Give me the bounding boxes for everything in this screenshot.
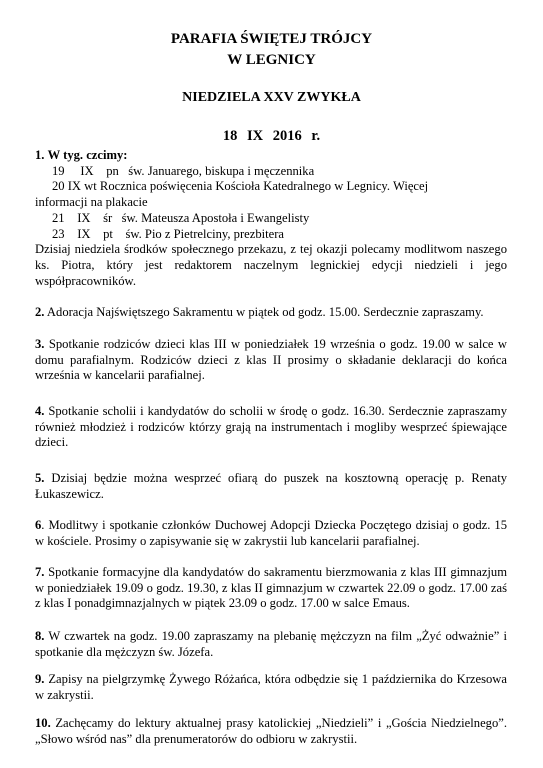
- item-number: 3.: [35, 337, 45, 351]
- announcement-10: [35, 716, 507, 747]
- sunday-title: NIEDZIELA XXV ZWYKŁA: [182, 90, 361, 105]
- item-number: 6: [35, 518, 42, 532]
- feast-line: 21 IX śr św. Mateusza Apostoła i Ewangelisty: [52, 210, 310, 225]
- feast-line: 23 IX pt św. Pio z Pietrelciny, prezbitera: [52, 226, 284, 241]
- item-text: W czwartek na godz. 19.00 zapraszamy na plebanię mężczyzn na film „Żyć odważnie” i spotkanie dla mężczyzn św. Józefa.: [35, 629, 508, 659]
- announcement-3: [35, 337, 507, 384]
- item-text: Zachęcamy do lektury aktualnej prasy katolickiej „Niedzieli” i „Gościa Niedzielnego”. „Słowo wśród nas” dla prenumeratorów do odbioru w zakrystii.: [35, 716, 507, 746]
- announcement-7: [35, 565, 507, 612]
- feast-line-cont: informacji na plakacie: [35, 195, 148, 210]
- announcement-9: [35, 672, 507, 703]
- announcement-6: [35, 518, 507, 549]
- item-number: 7.: [35, 565, 45, 579]
- item-text: . Modlitwy i spotkanie członków Duchowej Adopcji Dziecka Poczętego dzisiaj o godz. 15 w kościele. Prosimy o zapisywanie się w zakrystii lub kancelarii parafialnej.: [35, 518, 507, 548]
- item-text: Zapisy na pielgrzymkę Żywego Różańca, która odbędzie się 1 października do Krzesowa w zakrystii.: [35, 672, 507, 702]
- item-text: Adoracja Najświętszego Sakramentu w piątek od godz. 15.00. Serdecznie zapraszamy.: [46, 305, 484, 319]
- item-number: 4.: [35, 404, 45, 418]
- announcement-8: [35, 629, 507, 660]
- item-number: 5.: [35, 471, 45, 485]
- item-number: 9.: [35, 672, 45, 686]
- item-number: 2.: [35, 305, 45, 319]
- announcement-1: [35, 148, 507, 289]
- item-text: Spotkanie scholii i kandydatów do scholii w środę o godz. 16.30. Serdecznie zapraszamy również młodzież i rodziców którzy grają na instrumentach i mogliby wesprzeć śpiewające dzieci.: [35, 404, 507, 450]
- item-number: 1.: [35, 148, 45, 162]
- item-heading: W tyg. czcimy:: [47, 148, 128, 162]
- item-number: 8.: [35, 629, 45, 643]
- announcement-5: [35, 471, 507, 502]
- announcement-2: [35, 305, 507, 321]
- item-number: 10.: [35, 716, 51, 730]
- parish-name: PARAFIA ŚWIĘTEJ TRÓJCY: [170, 31, 373, 47]
- feast-line: 19 IX pn św. Januarego, biskupa i męczennika: [52, 163, 315, 178]
- bulletin-date: 18 IX 2016 r.: [222, 128, 321, 144]
- item-text: Spotkanie formacyjne dla kandydatów do sakramentu bierzmowania z klas III gimnazjum w poniedziałek 19.09 o godz. 19.30, z klas II gimnazjum w czwartek 22.09 o godz. 17.00 zaś z klas I ponadgimnazjalnych w piątek 23.09 o godz. 17.00 w salce Emaus.: [35, 565, 507, 611]
- item-text: Spotkanie rodziców dzieci klas III w poniedziałek 19 września o godz. 19.00 w salce w domu parafialnym. Rodziców dzieci z klas II prosimy o składanie deklaracji do końca września w kancelarii parafialnej.: [35, 337, 507, 383]
- parish-city: W LEGNICY: [227, 52, 316, 68]
- feast-line: 20 IX wt Rocznica poświęcenia Kościoła Katedralnego w Legnicy. Więcej: [52, 179, 429, 194]
- item-text: Dzisiaj będzie można wesprzeć ofiarą do puszek na kosztowną operację p. Renaty Łukaszewicz.: [35, 471, 507, 501]
- item-text: Dzisiaj niedziela środków społecznego przekazu, z tej okazji polecamy modlitwom naszego ks. Piotra, który jest redaktorem naczelnym legnickiej edycji niedzieli i jego współpracowników.: [35, 242, 507, 288]
- announcement-4: [35, 404, 507, 451]
